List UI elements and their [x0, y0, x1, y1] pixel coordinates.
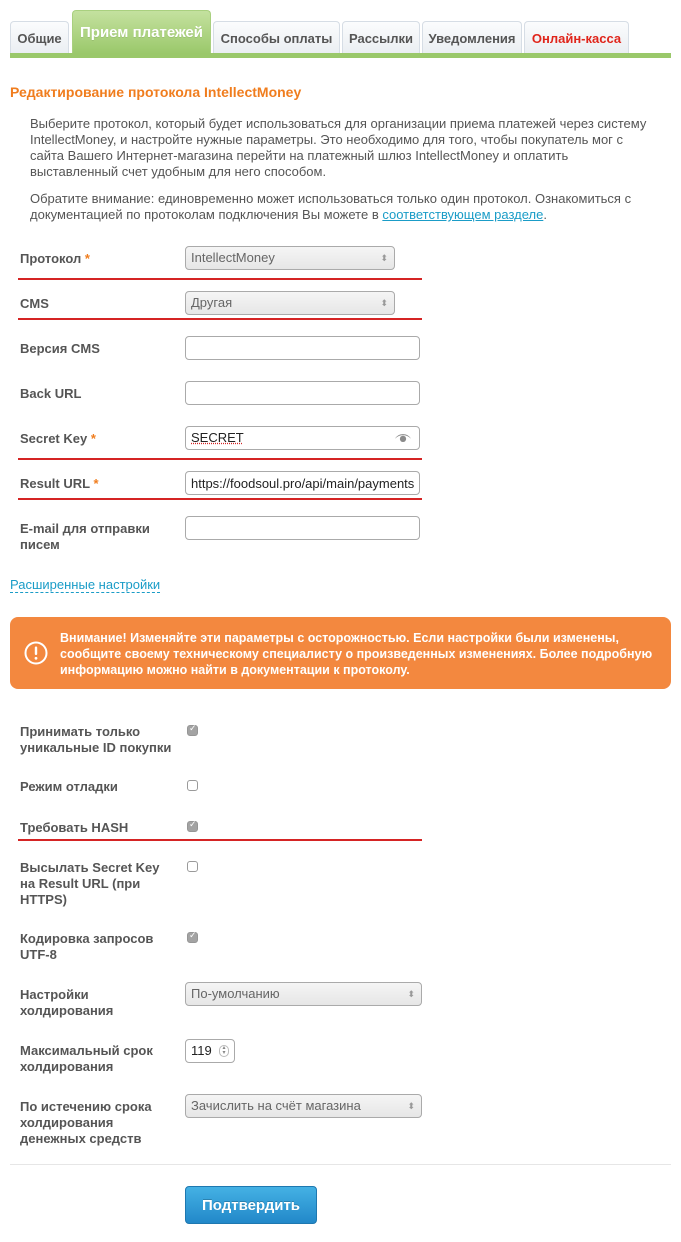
tab-notifications[interactable]: Уведомления	[422, 21, 522, 54]
tabs-underline	[10, 53, 671, 58]
exclamation-circle-icon	[24, 641, 48, 665]
note-prefix: Обратите внимание: единовременно может использоваться только один протокол. Ознакомиться с документацией по протоколам подключения Вы можете в	[30, 191, 632, 222]
hold-settings-select[interactable]: По-умолчанию ⬍	[185, 982, 422, 1006]
hold-max-input[interactable]: 119 ▴ ▾	[185, 1039, 235, 1063]
send-secret-key-checkbox[interactable]	[187, 861, 198, 872]
require-hash-label: Требовать HASH	[20, 820, 129, 835]
divider	[10, 1164, 671, 1165]
send-secret-key-label: Высылать Secret Key на Result URL (при HTTPS)	[20, 860, 160, 907]
email-label: E-mail для отправки писем	[20, 521, 150, 552]
secret-key-input[interactable]: SECRET	[185, 426, 420, 450]
docs-section-link[interactable]: соответствующем разделе	[382, 207, 544, 222]
intro-text: Выберите протокол, который будет использоваться для организации приема платежей через систему IntellectMoney, и настройте нужные параметры. Это необходимо для того, чтобы покупатель мог с сайта Вашего Интернет-магазина перейти на платежный шлюз IntellectMoney и оплатить выставленный счет удобным для него способом.	[30, 116, 647, 179]
advanced-settings-link[interactable]: Расширенные настройки	[10, 577, 161, 592]
debug-mode-checkbox[interactable]	[187, 780, 198, 791]
tab-payment-acceptance[interactable]: Прием платежей	[72, 10, 211, 54]
tab-general[interactable]: Общие	[10, 21, 69, 54]
utf8-encoding-checkbox[interactable]	[187, 932, 198, 943]
tab-online-cashbox[interactable]: Онлайн-касса	[524, 21, 629, 54]
secret-key-label: Secret Key *	[20, 431, 96, 446]
highlight-line	[18, 278, 422, 280]
select-arrows-icon: ⬍	[407, 1101, 415, 1111]
back-url-input[interactable]	[185, 381, 420, 405]
email-input[interactable]	[185, 516, 420, 540]
unique-id-label: Принимать только уникальные ID покупки	[20, 724, 172, 755]
highlight-line	[18, 839, 422, 841]
result-url-label: Result URL *	[20, 476, 99, 491]
spinner-icon[interactable]: ▴ ▾	[219, 1045, 229, 1057]
highlight-line	[18, 458, 422, 460]
cms-select[interactable]: Другая ⬍	[185, 291, 395, 315]
highlight-line	[18, 318, 422, 320]
back-url-label: Back URL	[20, 386, 82, 401]
show-password-eye-icon[interactable]	[394, 429, 412, 447]
unique-id-checkbox[interactable]	[187, 725, 198, 736]
note-text	[30, 191, 660, 223]
cms-version-label: Версия CMS	[20, 341, 100, 356]
page-title: Редактирование протокола IntellectMoney	[10, 84, 302, 100]
tab-mailings[interactable]: Рассылки	[342, 21, 420, 54]
submit-button[interactable]: Подтвердить	[185, 1186, 317, 1224]
hold-expire-label: По истечению срока холдирования денежных средств	[20, 1099, 152, 1146]
required-mark: *	[84, 251, 90, 266]
result-url-input[interactable]	[185, 471, 420, 495]
required-mark: *	[93, 476, 99, 491]
hold-expire-select[interactable]: Зачислить на счёт магазина ⬍	[185, 1094, 422, 1118]
protocol-label: Протокол *	[20, 251, 90, 266]
select-arrows-icon: ⬍	[380, 253, 388, 263]
highlight-line	[18, 498, 422, 500]
require-hash-checkbox[interactable]	[187, 821, 198, 832]
warning-banner	[10, 617, 671, 689]
tab-payment-methods[interactable]: Способы оплаты	[213, 21, 340, 54]
hold-max-label: Максимальный срок холдирования	[20, 1043, 153, 1074]
select-arrows-icon: ⬍	[380, 298, 388, 308]
debug-mode-label: Режим отладки	[20, 779, 118, 794]
utf8-encoding-label: Кодировка запросов UTF-8	[20, 931, 154, 962]
protocol-select[interactable]: IntellectMoney ⬍	[185, 246, 395, 270]
cms-label: CMS	[20, 296, 49, 311]
required-mark: *	[90, 431, 96, 446]
select-arrows-icon: ⬍	[407, 989, 415, 999]
cms-version-input[interactable]	[185, 336, 420, 360]
warning-text: Внимание! Изменяйте эти параметры с осторожностью. Если настройки были изменены, сообщите своему техническому специалисту о произведенных изменениях. Более подробную информацию можно найти в документации к протоколу.	[60, 631, 653, 677]
note-suffix: .	[543, 207, 547, 222]
settings-tabs	[10, 10, 671, 58]
hold-settings-label: Настройки холдирования	[20, 987, 114, 1018]
